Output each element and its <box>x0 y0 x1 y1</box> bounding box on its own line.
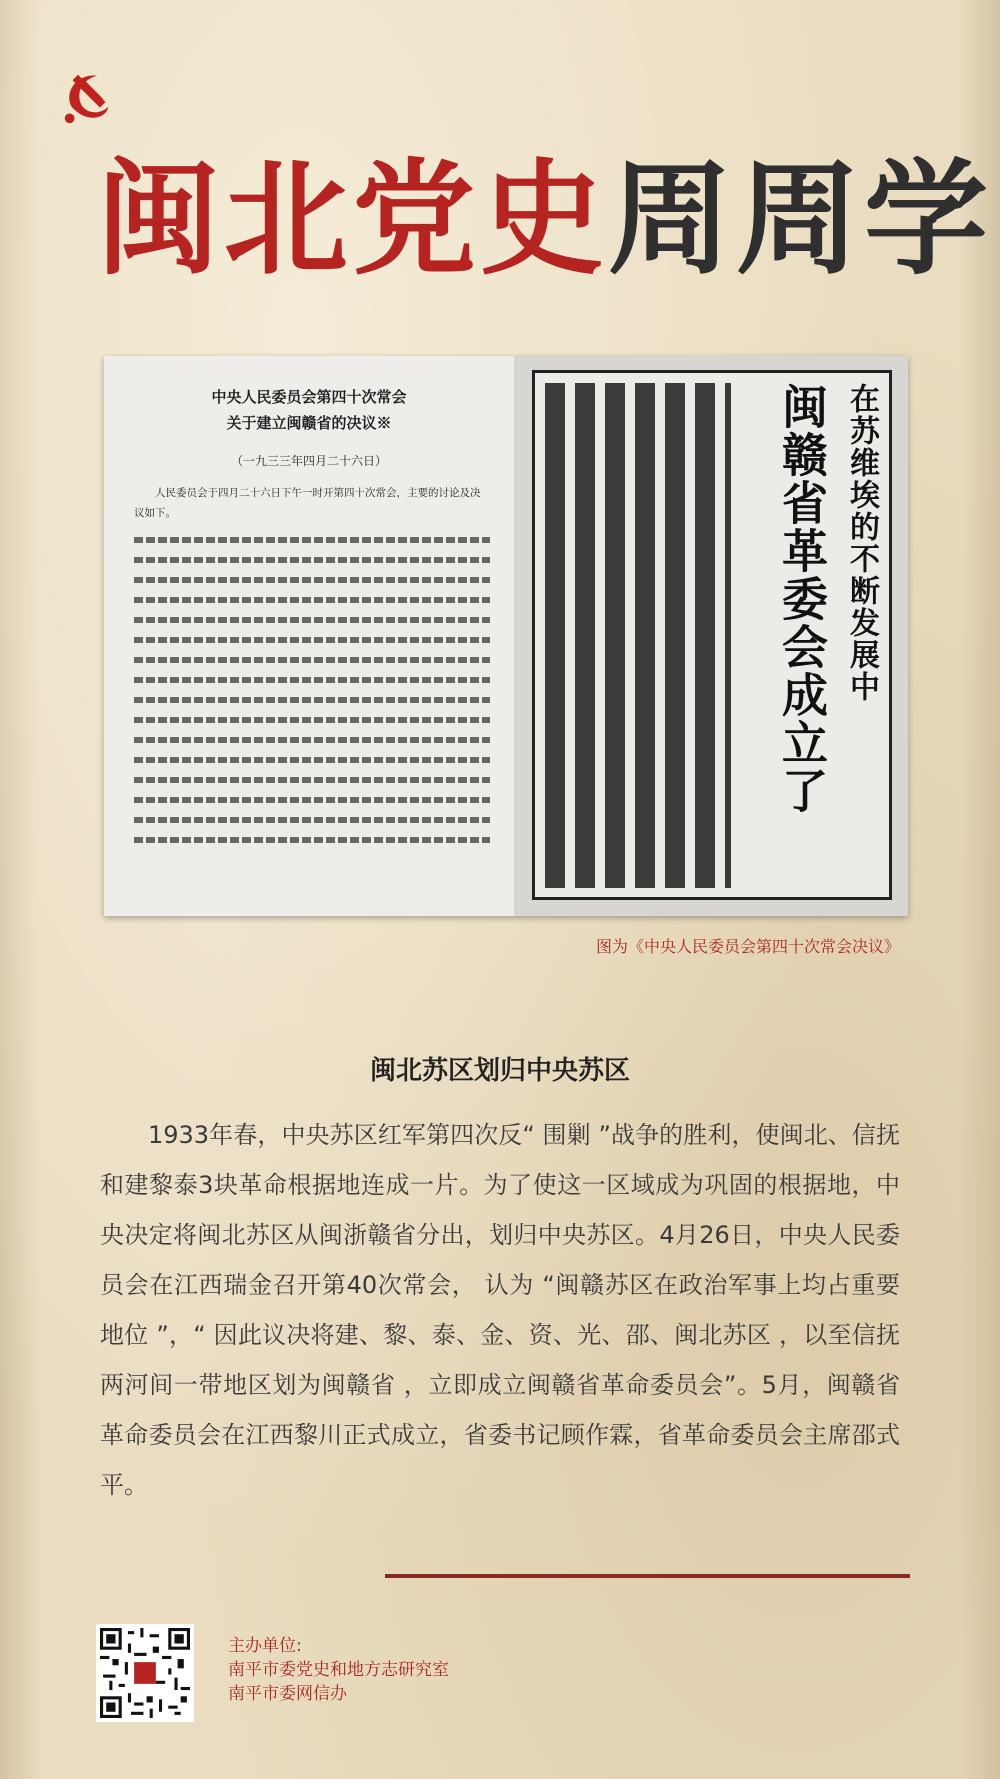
newspaper-clipping <box>514 356 908 916</box>
newspaper-body-columns <box>545 383 731 888</box>
newspaper-headline-line2: 闽赣省革委会成立了 <box>775 383 829 815</box>
resolution-date: （一九三三年四月二十六日） <box>230 454 387 468</box>
qr-code-icon <box>100 1628 190 1718</box>
page-title <box>96 147 993 292</box>
photo-caption: 图为《中央人民委员会第四十次常会决议》 <box>595 937 900 956</box>
resolution-document <box>104 356 514 916</box>
hammer-sickle-icon <box>58 66 120 128</box>
article-body: 1933年春，中央苏区红军第四次反“ 围剿 ”战争的胜利，使闽北、信抚和建黎泰3块革命根据地连成一片。为了使这一区域成为巩固的根据地，中央决定将闽北苏区从闽浙赣省分出，划归中央苏区。4月26日，中央人民委员会在江西瑞金召开第40次常会， 认为 “闽赣苏区在政治军事上均占重要地位 ”，“ 因此议决将建、黎、泰、金、资、光、邵、闽北苏区 ，以至信抚两河间一带地区划为闽赣省 ，立即成立闽赣省革命委员会”。5月，闽赣省革命委员会在江西黎川正式成立，省委书记顾作霖，省革命委员会主席邵式平。 <box>100 1121 900 1499</box>
article-title: 闽北苏区划归中央苏区 <box>369 1056 630 1086</box>
title-red-part: 闽北党史 <box>96 147 609 292</box>
title-dark-part: 周周学 <box>608 147 993 292</box>
sponsor-2: 南平市委网信办 <box>228 1684 347 1704</box>
sponsor-block <box>228 1634 449 1706</box>
qr-code <box>96 1624 194 1722</box>
sponsor-1: 南平市委党史和地方志研究室 <box>228 1660 449 1680</box>
resolution-title-line2: 关于建立闽赣省的决议※ <box>226 414 392 432</box>
resolution-intro: 人民委员会于四月二十六日下午一时开第四十次常会，主要的讨论及决议如下。 <box>134 487 481 519</box>
sponsor-label: 主办单位: <box>228 1636 302 1656</box>
resolution-text-lines <box>134 537 490 843</box>
resolution-title-line1: 中央人民委员会第四十次常会 <box>211 388 407 406</box>
historical-document-photo <box>104 356 908 916</box>
newspaper-headline-line1: 在苏维埃的不断发展中 <box>844 383 879 703</box>
divider-line <box>385 1574 910 1578</box>
